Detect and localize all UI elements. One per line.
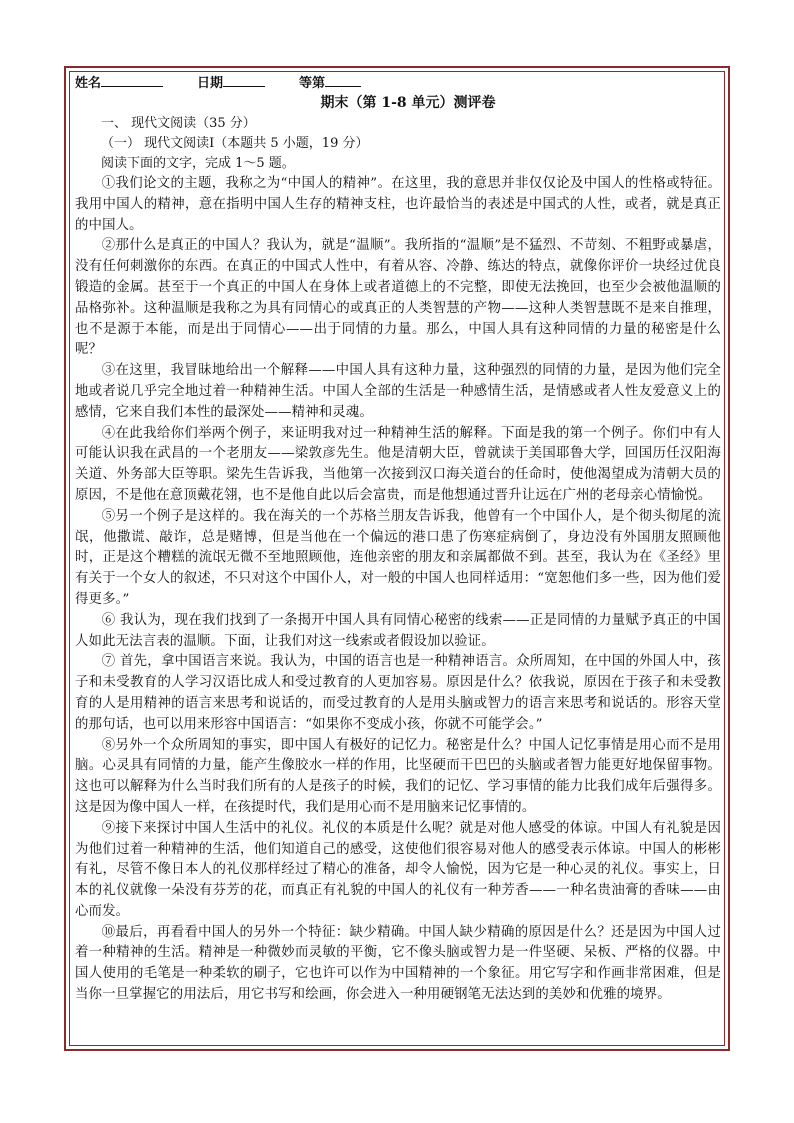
passage-paragraph: ⑩最后，再看看中国人的另外一个特征：缺少精确。中国人缺少精确的原因是什么？还是因为中国人过着一种精神的生活。精神是一种微妙而灵敏的平衡，它不像头脑或智力是一件坚硬、呆板、严格的仪器。中国人使用的毛笔是一种柔软的刷子，它也许可以作为中国精神的一个象征。用它写字和作画非常困难，但是当你一旦掌握它的用法后，用它书写和绘画，你会进入一种用硬钢笔无法达到的美妙和优雅的境界。 <box>75 924 721 1003</box>
passage-paragraph: ⑥ 我认为，现在我们找到了一条揭开中国人具有同情心秘密的线索——正是同情的力量赋予真正的中国人如此无法言表的温顺。下面，让我们对这一线索或者假设加以验证。 <box>75 612 721 649</box>
name-blank[interactable] <box>101 74 163 87</box>
subsection-heading: （一） 现代文阅读Ⅰ（本题共 5 小题，19 分） <box>101 136 369 151</box>
section-heading: 一、 现代文阅读（35 分） <box>101 116 256 131</box>
date-field[interactable] <box>197 74 265 93</box>
passage-paragraph: ⑤另一个例子是这样的。我在海关的一个苏格兰朋友告诉我，他曾有一个中国仆人，是个彻头彻尾的流氓，他撒谎、敲诈，总是赌博，但是当他在一个偏远的港口患了伤寒症病倒了，身边没有外国朋友照顾他时，正是这个糟糕的流氓无微不至地照顾他，连他亲密的朋友和亲属都做不到。甚至，我认为在《圣经》里有关于一个女人的叙述，不只对这个中国仆人，对一般的中国人也同样适用：“宽恕他们多一些，因为他们爱得更多。” <box>75 508 721 607</box>
name-field[interactable] <box>75 74 163 93</box>
date-label: 日期 <box>197 76 224 91</box>
reading-passage <box>75 174 721 1006</box>
passage-paragraph: ③在这里，我冒昧地给出一个解释——中国人具有这种力量，这种强烈的同情的力量，是因为他们完全地或者说几乎完全地过着一种精神生活。中国人全部的生活是一种感情生活，是情感或者人性友爱意义上的感情，它来自我们本性的最深处——精神和灵魂。 <box>75 363 721 420</box>
exam-title: 期末（第 1-8 单元）测评卷 <box>320 95 496 111</box>
name-label: 姓名 <box>75 76 102 91</box>
reading-instruction: 阅读下面的文字，完成 1～5 题。 <box>101 156 295 171</box>
passage-paragraph: ④在此我给你们举两个例子，来证明我对过一种精神生活的解释。下面是我的第一个例子。你们中有人可能认识我在武昌的一个老朋友——梁敦彦先生。他是清朝大臣，曾就读于美国耶鲁大学，回国历任汉阳海关道、外务部大臣等职。梁先生告诉我，当他第一次接到汉口海关道台的任命时，使他渴望成为清朝大员的原因，不是他在意顶戴花翎，也不是他自此以后会富贵，而是他想通过晋升让远在广州的老母亲心情愉悦。 <box>75 425 721 503</box>
passage-paragraph: ⑧另外一个众所周知的事实，即中国人有极好的记忆力。秘密是什么？中国人记忆事情是用心而不是用脑。心灵具有同情的力量，能产生像胶水一样的作用，比坚硬而干巴巴的头脑或者智力能更好地保留事物。这也可以解释为什么当时我们所有的人是孩子的时候，我们的记忆、学习事情的能力比我们成年后强得多。这是因为像中国人一样，在孩提时代，我们是用心而不是用脑来记忆事情的。 <box>75 737 721 815</box>
passage-paragraph: ⑨接下来探讨中国人生活中的礼仪。礼仪的本质是什么呢？就是对他人感受的体谅。中国人有礼貌是因为他们过着一种精神的生活，他们知道自己的感受，这使他们很容易对他人的感受表示体谅。中国人的彬彬有礼，尽管不像日本人的礼仪那样经过了精心的准备，却令人愉悦，因为它是一种心灵的礼仪。事实上，日本的礼仪就像一朵没有芬芳的花，而真正有礼貌的中国人的礼仪有一种芳香——一种名贵油膏的香味——由心而发。 <box>75 820 721 919</box>
passage-paragraph: ⑦ 首先，拿中国语言来说。我认为，中国的语言也是一种精神语言。众所周知，在中国的外国人中，孩子和未受教育的人学习汉语比成人和受过教育的人更加容易。原因是什么？依我说，原因在于孩子和未受教育的人是用精神的语言来思考和说话的，而受过教育的人是用头脑或智力的语言来思考和说话的。形容天堂的那句话，也可以用来形容中国语言：“如果你不变成小孩，你就不可能学会。” <box>75 654 721 732</box>
grade-label: 等第 <box>299 76 326 91</box>
passage-paragraph: ①我们论文的主题，我称之为“中国人的精神”。在这里，我的意思并非仅仅论及中国人的性格或特征。我用中国人的精神，意在指明中国人生存的精神支柱，也许最恰当的表述是中国式的人性，或者，就是真正的中国人。 <box>75 176 721 233</box>
grade-blank[interactable] <box>325 74 361 87</box>
exam-content <box>75 74 721 1006</box>
grade-field[interactable] <box>299 74 361 93</box>
student-info-row <box>75 74 721 92</box>
passage-paragraph: ②那什么是真正的中国人？我认为，就是“温顺”。我所指的“温顺”是不猛烈、不苛刻、不粗野或暴虐，没有任何刺激你的东西。在真正的中国式人性中，有着从容、冷静、练达的特点，就像你评价一块经过优良锻造的金属。甚至于一个真正的中国人在身体上或者道德上的不完整，即使无法挽回，也至少会被他温顺的品格弥补。这种温顺是我称之为具有同情心的或真正的人类智慧的产物——这种人类智慧既不是来自推理，也不是源于本能，而是出于同情心——出于同情的力量。那么，中国人具有这种同情的力量的秘密是什么呢？ <box>75 238 721 358</box>
date-blank[interactable] <box>223 74 265 87</box>
